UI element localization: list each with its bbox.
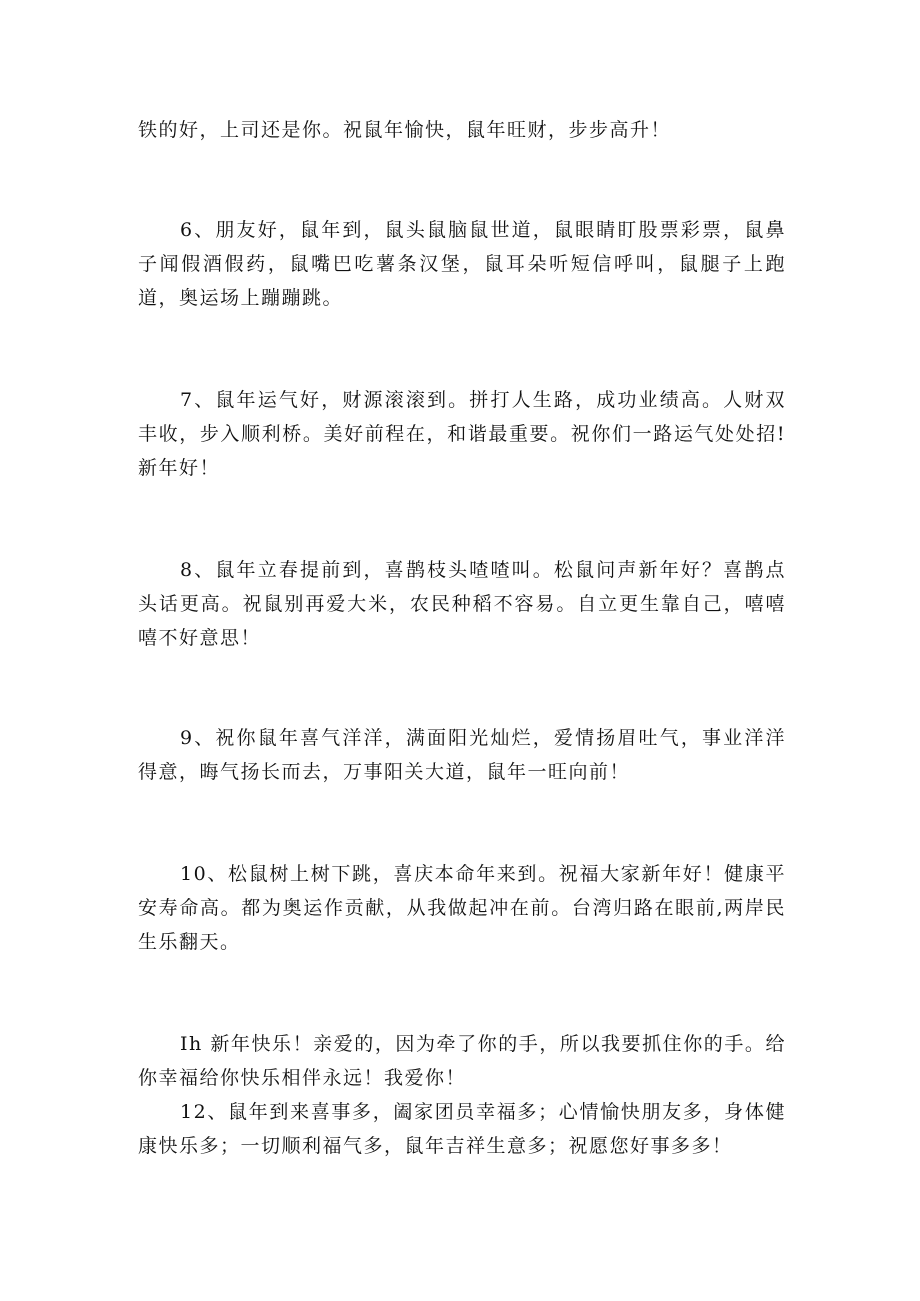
paragraph-12: 12、鼠年到来喜事多，阖家团员幸福多；心情愉快朋友多，身体健康快乐多；一切顺利福气多，鼠年吉祥生意多；祝愿您好事多多！ — [138, 1101, 786, 1157]
paragraph-6: 6、朋友好，鼠年到，鼠头鼠脑鼠世道，鼠眼睛盯股票彩票，鼠鼻子闻假酒假药，鼠嘴巴吃薯条汉堡，鼠耳朵听短信呼叫，鼠腿子上跑道，奥运场上蹦蹦跳。 — [138, 219, 786, 309]
paragraph-7: 7、鼠年运气好，财源滚滚到。拼打人生路，成功业绩高。人财双丰收，步入顺利桥。美好前程在，和谐最重要。祝你们一路运气处处招!新年好！ — [138, 389, 786, 479]
paragraph-10: 10、松鼠树上树下跳，喜庆本命年来到。祝福大家新年好！健康平安寿命高。都为奥运作贡献，从我做起冲在前。台湾归路在眼前,两岸民生乐翻天。 — [138, 863, 786, 953]
paragraph-11: Ih 新年快乐！亲爱的，因为牵了你的手，所以我要抓住你的手。给你幸福给你快乐相伴永远！我爱你！ — [138, 1033, 786, 1089]
paragraph-continuation: 铁的好，上司还是你。祝鼠年愉快，鼠年旺财，步步高升！ — [138, 119, 672, 141]
paragraph-9: 9、祝你鼠年喜气洋洋，满面阳光灿烂，爱情扬眉吐气，事业洋洋得意，晦气扬长而去，万事阳关大道，鼠年一旺向前！ — [138, 727, 786, 783]
paragraph-8: 8、鼠年立春提前到，喜鹊枝头喳喳叫。松鼠问声新年好？喜鹊点头话更高。祝鼠别再爱大米，农民种稻不容易。自立更生靠自己，嘻嘻嘻不好意思！ — [138, 559, 786, 649]
